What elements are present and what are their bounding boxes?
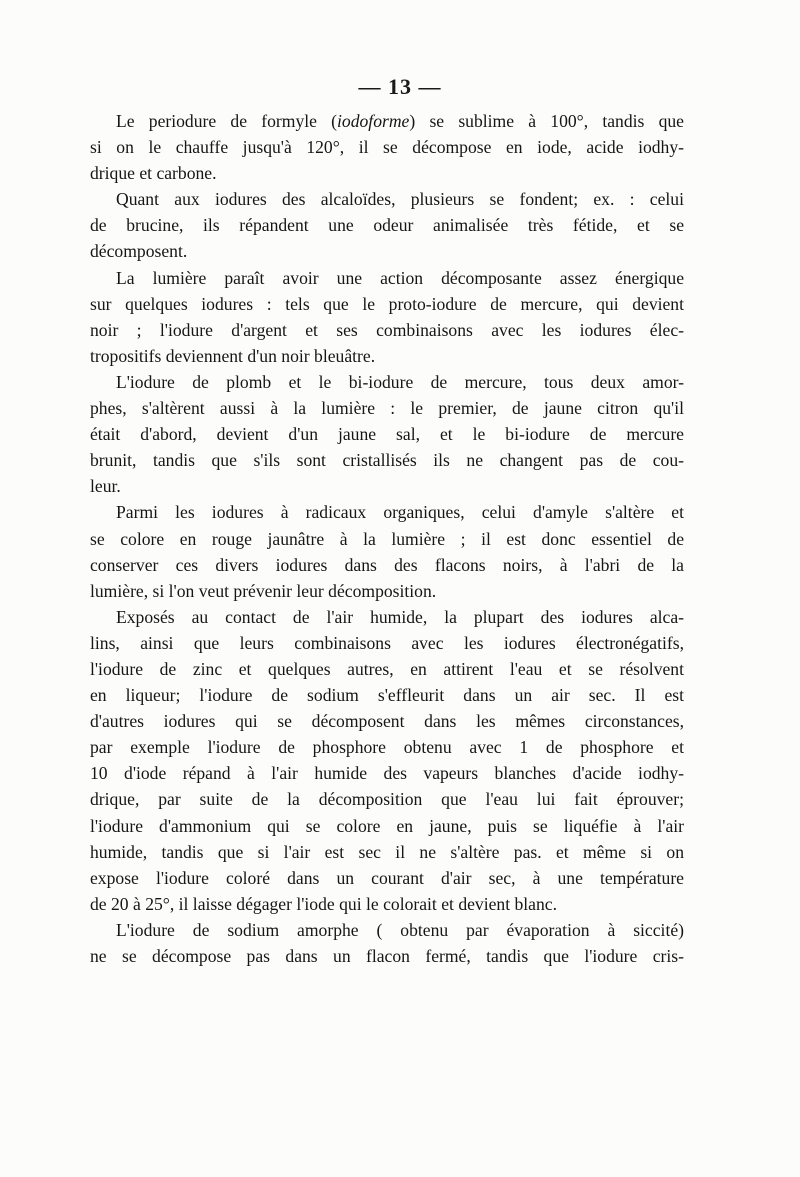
paragraph [90,265,684,369]
text-line: tropositifs deviennent d'un noir bleuâtre. [90,345,376,366]
paragraph [90,369,684,499]
text-line: si on le chauffe jusqu'à 120°, il se décompose en iode, acide iodhy- [90,137,684,158]
text-line: leur. [90,476,121,497]
text-line: noir ; l'iodure d'argent et ses combinaisons avec les iodures élec- [90,319,684,340]
body-text [90,108,684,969]
text-line: décomposent. [90,241,188,262]
text-line: se colore en rouge jaunâtre à la lumière ; il est donc essentiel de [90,528,684,549]
text-line: brunit, tandis que s'ils sont cristallisés ils ne changent pas de cou- [90,450,684,471]
paragraph [90,604,684,917]
paragraph [90,186,684,264]
text-line: par exemple l'iodure de phosphore obtenu avec 1 de phosphore et [90,737,684,758]
text-line: drique et carbone. [90,163,217,184]
paragraph [90,108,684,186]
text-line: de brucine, ils répandent une odeur animalisée très fétide, et se [90,215,684,236]
text-line: L'iodure de sodium amorphe ( obtenu par évaporation à siccité) [116,919,684,940]
text-line: humide, tandis que si l'air est sec il ne s'altère pas. et même si on [90,841,684,862]
text-line: l'iodure d'ammonium qui se colore en jaune, puis se liquéfie à l'air [90,815,684,836]
paragraph [90,499,684,603]
text-line: Exposés au contact de l'air humide, la plupart des iodures alca- [116,606,684,627]
text-line: L'iodure de plomb et le bi-iodure de mercure, tous deux amor- [116,371,684,392]
text-line: d'autres iodures qui se décomposent dans les mêmes circonstances, [90,711,684,732]
page-number: — 13 — [358,74,442,99]
text-line: Parmi les iodures à radicaux organiques, celui d'amyle s'altère et [116,502,684,523]
text-line: l'iodure de zinc et quelques autres, en attirent l'eau et se résolvent [90,658,684,679]
text-line: conserver ces divers iodures dans des flacons noirs, à l'abri de la [90,554,684,575]
text-line: phes, s'altèrent aussi à la lumière : le premier, de jaune citron qu'il [90,398,684,419]
text-line: sur quelques iodures : tels que le proto-iodure de mercure, qui devient [90,293,684,314]
text-line: lumière, si l'on veut prévenir leur décomposition. [90,580,437,601]
text-line: ne se décompose pas dans un flacon fermé, tandis que l'iodure cris- [90,946,684,966]
text-line: était d'abord, devient d'un jaune sal, et le bi-iodure de mercure [90,424,684,445]
text-line: Le periodure de formyle (iodoforme) se sublime à 100°, tandis que [116,111,684,131]
text-line: drique, par suite de la décomposition que l'eau lui fait éprouver; [90,789,684,810]
text-line: La lumière paraît avoir une action décomposante assez énergique [116,267,684,288]
paragraph [90,917,684,969]
text-line: expose l'iodure coloré dans un courant d'air sec, à une température [90,867,684,888]
text-line: en liqueur; l'iodure de sodium s'effleurit dans un air sec. Il est [90,685,684,706]
text-line: de 20 à 25°, il laisse dégager l'iode qui le colorait et devient blanc. [90,893,557,914]
text-line: 10 d'iode répand à l'air humide des vapeurs blanches d'acide iodhy- [90,763,684,784]
text-line: lins, ainsi que leurs combinaisons avec les iodures électronégatifs, [90,632,684,653]
text-line: Quant aux iodures des alcaloïdes, plusieurs se fondent; ex. : celui [116,189,684,210]
italic-term: iodoforme [337,111,410,131]
